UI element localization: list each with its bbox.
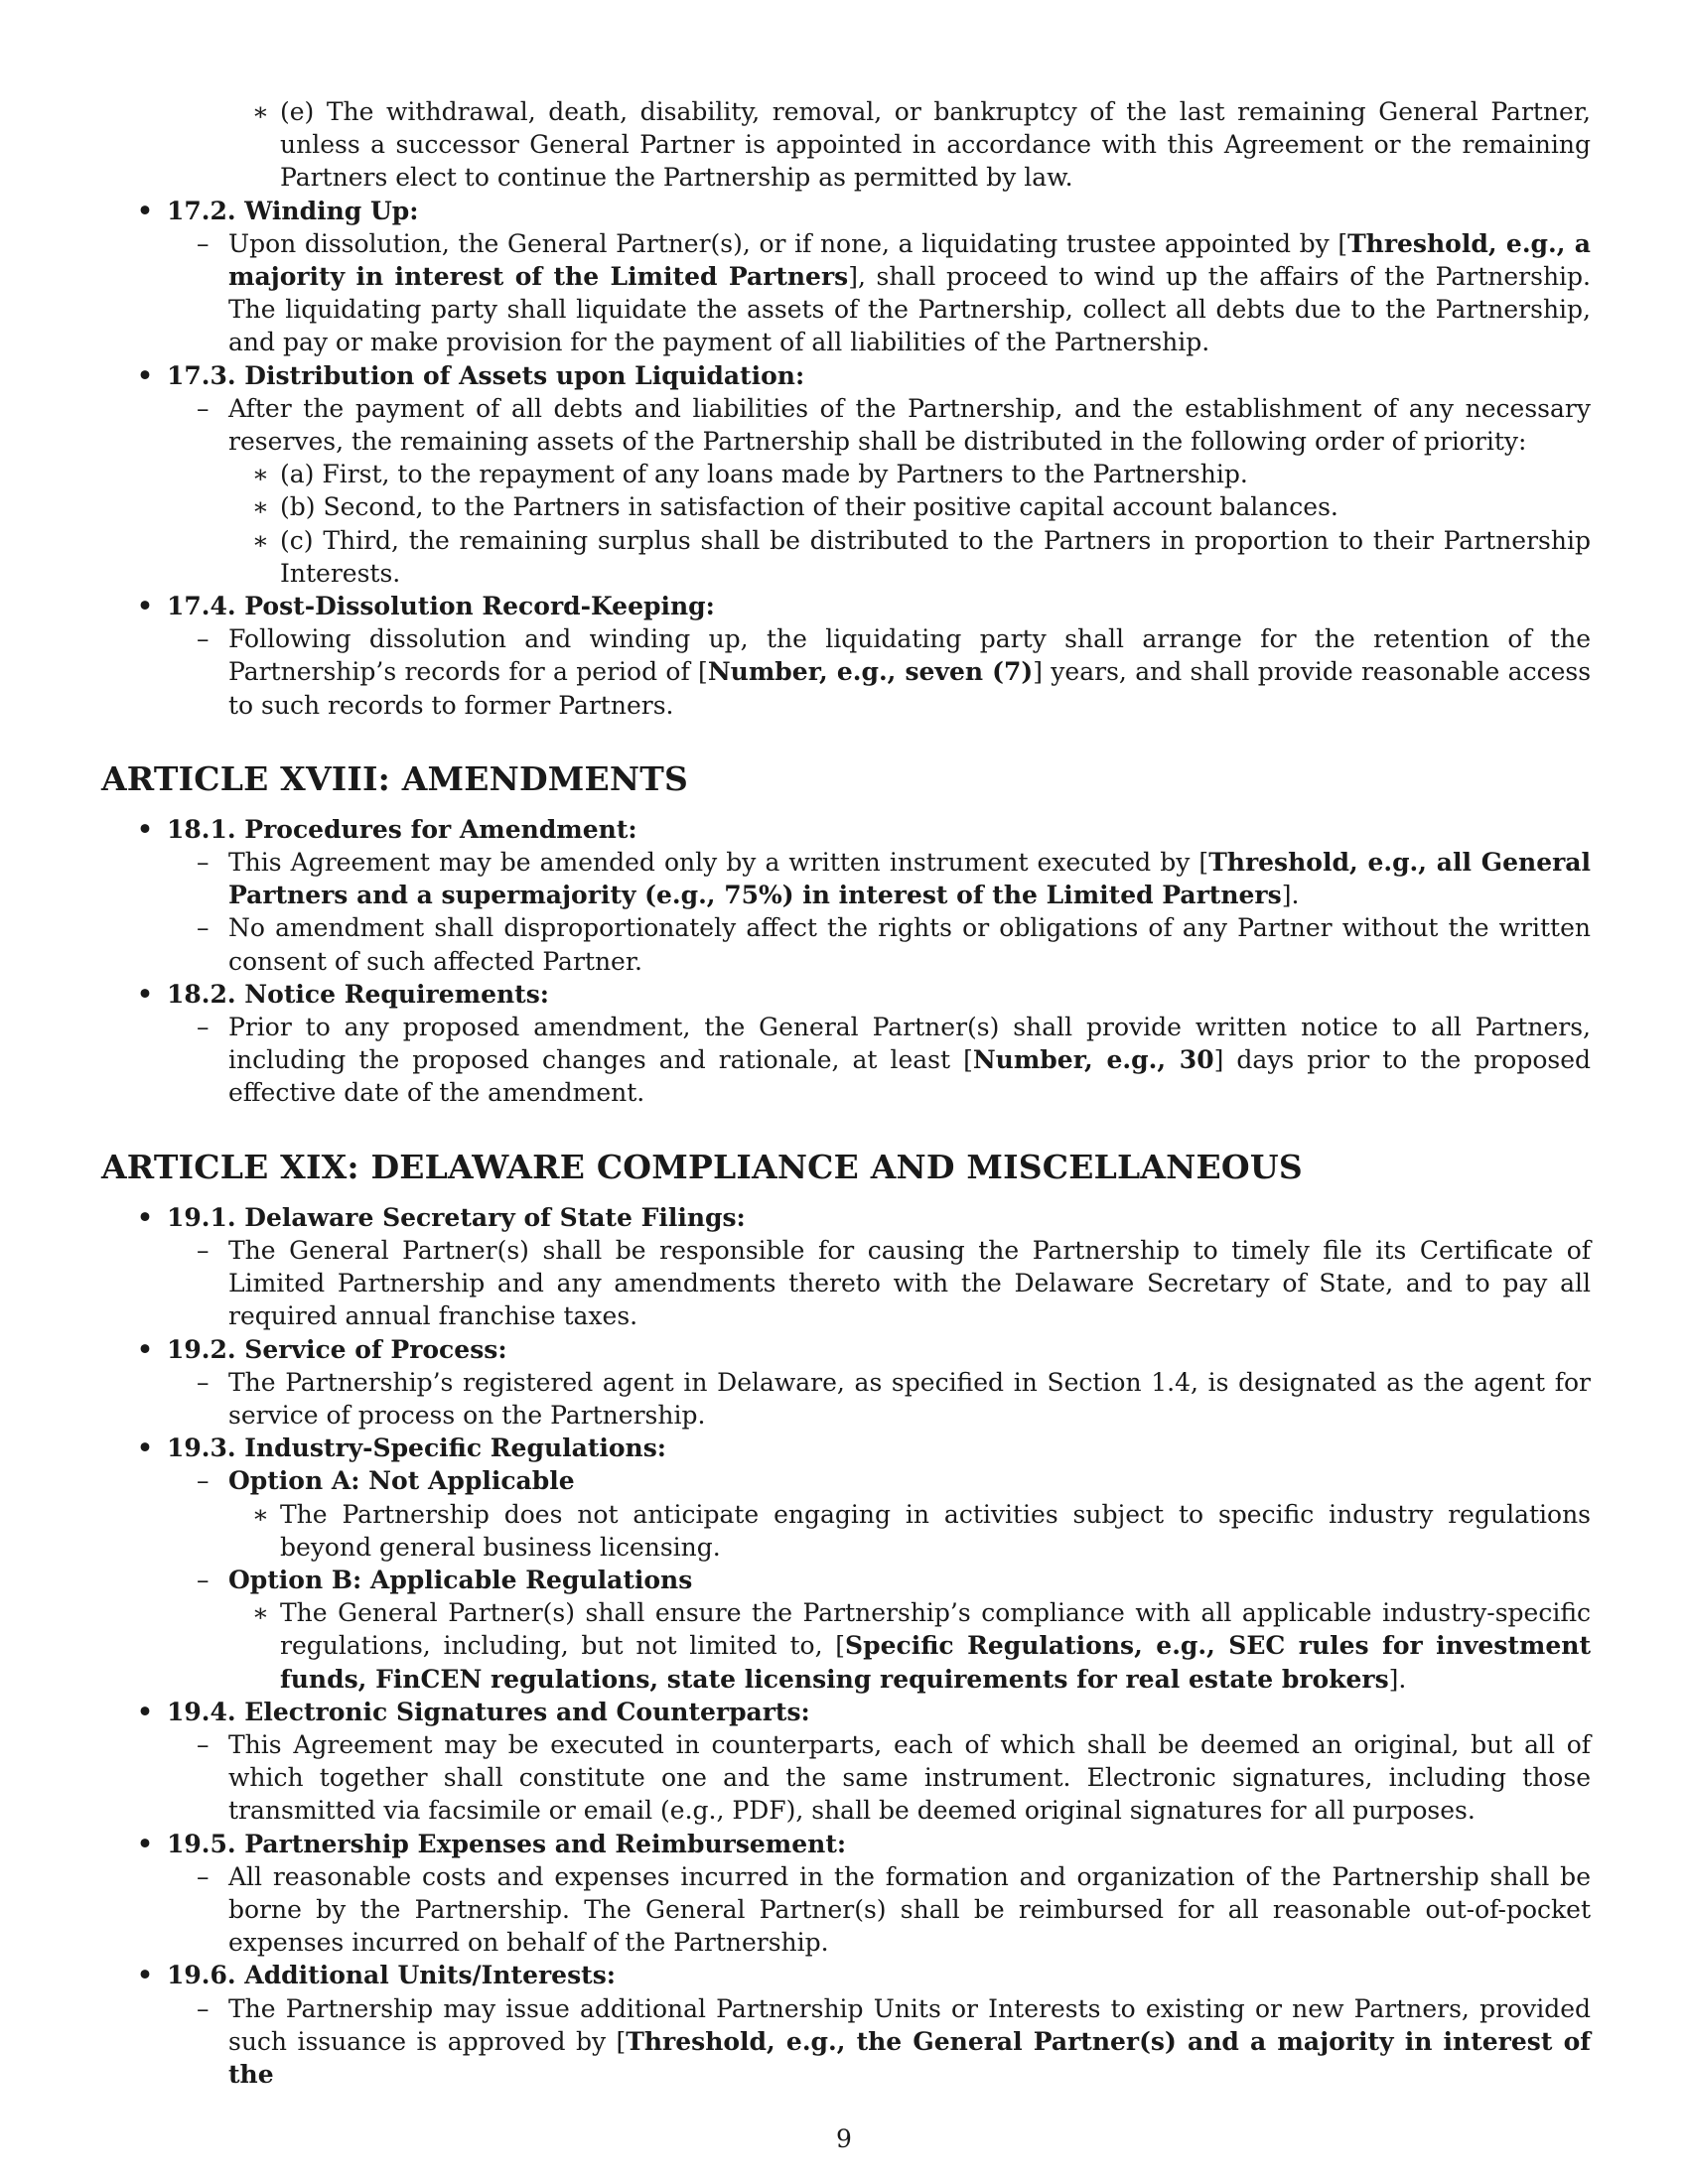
list-item: [101, 392, 1591, 458]
list-item: [101, 1860, 1591, 1960]
asterisk-bullet-icon: ∗: [252, 492, 269, 522]
dash-bullet-icon: –: [197, 1729, 210, 1759]
section-title: 19.1. Delaware Secretary of State Filings:: [167, 1202, 746, 1232]
section-title: 18.2. Notice Requirements:: [167, 979, 549, 1009]
list-item: [101, 1498, 1591, 1564]
paragraph-text: This Agreement may be executed in counterparts, each of which shall be deemed an original, but all of which together shall constitute one and the same instrument. Electronic signatures, including those transmitted via facsimile or email (e.g., PDF), shall be deemed original signatures for all purposes.: [228, 1729, 1591, 1826]
placeholder-text: Specific Regulations, e.g., SEC rules for investment funds, FinCEN regulations, state licensing requirements for real estate brokers: [280, 1631, 1591, 1694]
asterisk-bullet-icon: ∗: [252, 460, 269, 489]
page-number: 9: [836, 2124, 852, 2153]
dash-bullet-icon: –: [197, 913, 210, 943]
placeholder-text: Number, e.g., 30: [972, 1045, 1214, 1075]
paragraph-text: (b) Second, to the Partners in satisfaction of their positive capital account balances.: [280, 492, 1338, 522]
placeholder-text: Threshold, e.g., all General Partners and a supermajority (e.g., 75%) in interest of the Limited Partners: [228, 848, 1591, 910]
dash-bullet-icon: –: [197, 1565, 210, 1594]
paragraph-text: ].: [1388, 1664, 1407, 1694]
document-page: [101, 95, 1591, 2091]
bullet-icon: •: [137, 1829, 153, 1858]
list-item: [101, 622, 1591, 722]
dash-bullet-icon: –: [197, 1466, 210, 1496]
section-title: 19.4. Electronic Signatures and Counterparts:: [167, 1697, 810, 1726]
paragraph-text: Prior to any proposed amendment, the General Partner(s) shall provide written notice to all Partners, including the proposed changes and rationale, at least [: [228, 1013, 1591, 1075]
bullet-icon: •: [137, 979, 153, 1009]
bullet-icon: •: [137, 1433, 153, 1463]
bullet-icon: •: [137, 592, 153, 621]
list-item: [101, 490, 1591, 523]
list-item: [101, 911, 1591, 977]
dash-bullet-icon: –: [197, 393, 210, 423]
paragraph-text: ], shall proceed to wind up the affairs of the Partnership. The liquidating party shall liquidate the assets of the Partnership, collect all debts due to the Partnership, and pay or make provision for the payment of all liabilities of the Partnership.: [228, 262, 1592, 357]
list-item: [101, 1366, 1591, 1432]
placeholder-text: Threshold, e.g., a majority in interest of the Limited Partners: [228, 228, 1591, 292]
placeholder-text: Threshold, e.g., the General Partner(s) and a majority in interest of the: [228, 2026, 1591, 2089]
option-title: Option B: Applicable Regulations: [228, 1565, 693, 1594]
paragraph-text: Upon dissolution, the General Partner(s), or if none, a liquidating trustee appointed by [: [228, 228, 1348, 258]
dash-bullet-icon: –: [197, 848, 210, 878]
section-19-4: [101, 1696, 1591, 1728]
list-item: [101, 458, 1591, 490]
list-item: [101, 1234, 1591, 1333]
section-title: 17.3. Distribution of Assets upon Liquidation:: [167, 360, 805, 390]
section-17-2: [101, 195, 1591, 227]
paragraph-text: No amendment shall disproportionately affect the rights or obligations of any Partner without the written consent of such affected Partner.: [228, 913, 1591, 976]
paragraph-text: The Partnership’s registered agent in Delaware, as specified in Section 1.4, is designated as the agent for service of process on the Partnership.: [228, 1367, 1591, 1430]
paragraph-text: After the payment of all debts and liabilities of the Partnership, and the establishment of any necessary reserves, the remaining assets of the Partnership shall be distributed in the following order of priority:: [228, 393, 1591, 457]
document-content: [101, 95, 1591, 2091]
section-19-2: [101, 1333, 1591, 1366]
list-item: [101, 95, 1591, 195]
dash-bullet-icon: –: [197, 1993, 210, 2023]
section-18-2: [101, 978, 1591, 1011]
list-item: [101, 524, 1591, 590]
list-item: [101, 1564, 1591, 1596]
dash-bullet-icon: –: [197, 1235, 210, 1265]
article-heading: ARTICLE XVIII: AMENDMENTS: [101, 758, 689, 798]
placeholder-text: Number, e.g., seven (7): [707, 657, 1034, 687]
section-title: 17.2. Winding Up:: [167, 196, 419, 225]
paragraph-text: All reasonable costs and expenses incurred in the formation and organization of the Partnership shall be borne by the Partnership. The General Partner(s) shall be reimbursed for all reasonable out-of-pocket expenses incurred on behalf of the Partnership.: [228, 1861, 1591, 1958]
article-heading: ARTICLE XIX: DELAWARE COMPLIANCE AND MISCELLANEOUS: [101, 1147, 1303, 1186]
paragraph-text: The General Partner(s) shall ensure the Partnership’s compliance with all applicable industry-specific regulations, including, but not limited to, [: [280, 1598, 1591, 1661]
paragraph-text: (a) First, to the repayment of any loans made by Partners to the Partnership.: [280, 460, 1248, 489]
asterisk-bullet-icon: ∗: [252, 525, 269, 555]
list-item: [101, 1464, 1591, 1497]
paragraph-text: ] days prior to the proposed effective date of the amendment.: [228, 1045, 1592, 1108]
list-item: [101, 1992, 1591, 2092]
section-17-3: [101, 359, 1591, 392]
bullet-icon: •: [137, 1961, 153, 1990]
bullet-icon: •: [137, 1334, 153, 1364]
dash-bullet-icon: –: [197, 1367, 210, 1397]
dash-bullet-icon: –: [197, 228, 210, 258]
bullet-icon: •: [137, 1202, 153, 1232]
bullet-icon: •: [137, 1697, 153, 1726]
list-item: [101, 1728, 1591, 1828]
paragraph-text: The Partnership may issue additional Partnership Units or Interests to existing or new Partners, provided such issuance is approved by [: [228, 1993, 1591, 2056]
list-item: [101, 846, 1591, 911]
dash-bullet-icon: –: [197, 1861, 210, 1891]
dash-bullet-icon: –: [197, 624, 210, 654]
list-item: [101, 1011, 1591, 1110]
section-19-5: [101, 1828, 1591, 1860]
section-title: 19.5. Partnership Expenses and Reimbursement:: [167, 1829, 847, 1858]
paragraph-text: ].: [1281, 881, 1300, 910]
section-17-4: [101, 590, 1591, 622]
section-title: 18.1. Procedures for Amendment:: [167, 814, 637, 844]
section-18-1: [101, 813, 1591, 846]
section-19-1: [101, 1201, 1591, 1234]
section-title: 17.4. Post-Dissolution Record-Keeping:: [167, 592, 715, 621]
asterisk-bullet-icon: ∗: [252, 97, 269, 126]
paragraph-text: The General Partner(s) shall be responsible for causing the Partnership to timely file its Certificate of Limited Partnership and any amendments thereto with the Delaware Secretary of State, and to pay all required annual franchise taxes.: [228, 1235, 1591, 1331]
paragraph-text: (e) The withdrawal, death, disability, removal, or bankruptcy of the last remaining General Partner, unless a successor General Partner is appointed in accordance with this Agreement or the remaining Partners elect to continue the Partnership as permitted by law.: [280, 97, 1591, 193]
section-19-6: [101, 1959, 1591, 1991]
paragraph-text: ] years, and shall provide reasonable access to such records to former Partners.: [228, 657, 1592, 720]
list-item: [101, 1596, 1591, 1696]
section-19-3: [101, 1432, 1591, 1464]
section-title: 19.3. Industry-Specific Regulations:: [167, 1433, 667, 1463]
section-title: 19.2. Service of Process:: [167, 1334, 507, 1364]
bullet-icon: •: [137, 196, 153, 225]
paragraph-text: The Partnership does not anticipate engaging in activities subject to specific industry regulations beyond general business licensing.: [280, 1499, 1591, 1562]
asterisk-bullet-icon: ∗: [252, 1499, 269, 1529]
asterisk-bullet-icon: ∗: [252, 1598, 269, 1628]
section-title: 19.6. Additional Units/Interests:: [167, 1961, 617, 1990]
bullet-icon: •: [137, 360, 153, 390]
list-item: [101, 227, 1591, 359]
paragraph-text: (c) Third, the remaining surplus shall be distributed to the Partners in proportion to their Partnership Interests.: [280, 525, 1591, 588]
paragraph-text: Following dissolution and winding up, the liquidating party shall arrange for the retention of the Partnership’s records for a period of [: [228, 624, 1591, 687]
bullet-icon: •: [137, 814, 153, 844]
paragraph-text: This Agreement may be amended only by a written instrument executed by [: [228, 848, 1209, 878]
dash-bullet-icon: –: [197, 1013, 210, 1042]
option-title: Option A: Not Applicable: [228, 1466, 575, 1496]
